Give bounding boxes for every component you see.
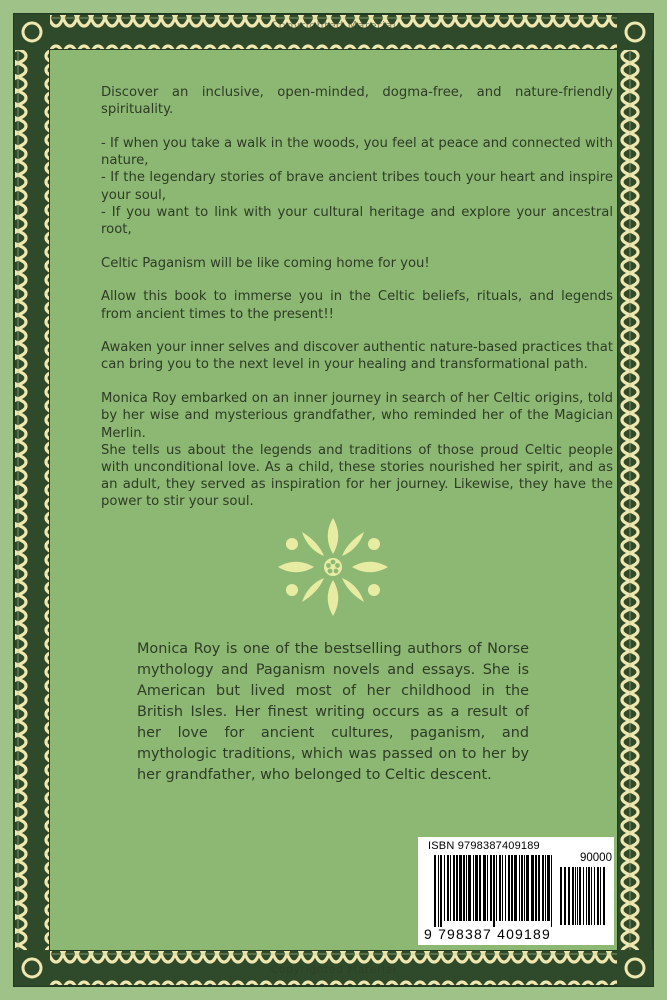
- watermark-bottom: Copyrighted Material: [270, 963, 397, 976]
- blurb-paragraph: Awaken your inner selves and discover authentic nature-based practices that can bring you to the next level in your healing and transformational path.: [101, 340, 613, 373]
- blurb-bullet: - If when you take a walk in the woods, you feel at peace and connected with nature,: [101, 135, 613, 169]
- blurb-bullet: - If you want to link with your cultural heritage and explore your ancestral root,: [101, 204, 613, 237]
- isbn-barcode: [418, 837, 614, 945]
- blurb-story: She tells us about the legends and traditions of those proud Celtic people with unconditional love. As a child, these stories nourished her spirit, and as an adult, they served as inspiration for her journey. Likewise, they have the power to stir your soul.: [101, 442, 613, 510]
- blurb-paragraph: Celtic Paganism will be like coming home for you!: [101, 255, 430, 271]
- blurb-bullet: - If the legendary stories of brave ancient tribes touch your heart and inspire your soul,: [101, 170, 613, 203]
- floral-ornament-icon: [272, 512, 394, 622]
- blurb-intro: Discover an inclusive, open-minded, dogma-free, and nature-friendly spirituality.: [101, 85, 613, 118]
- blurb-paragraph: Allow this book to immerse you in the Celtic beliefs, rituals, and legends from ancient times to the present!!: [101, 289, 613, 322]
- isbn-label: ISBN 9798387409189: [428, 840, 540, 852]
- author-bio: Monica Roy is one of the bestselling authors of Norse mythology and Paganism novels and essays. She is American but lived most of her childhood in the British Isles. Her finest writing occurs as a result of her love for ancient cultures, paganism, and mythologic traditions, which was passed on to her by her grandfather, who belonged to Celtic descent.: [137, 641, 529, 783]
- blurb-story: Monica Roy embarked on an inner journey in search of her Celtic origins, told by her wise and mysterious grandfather, who reminded her of the Magician Merlin.: [101, 391, 613, 441]
- watermark-top: Copyrighted Material: [270, 19, 397, 32]
- barcode-digits: 9 798387 409189: [424, 926, 551, 942]
- price-code: 90000: [580, 852, 612, 864]
- blurb-text: [101, 84, 613, 527]
